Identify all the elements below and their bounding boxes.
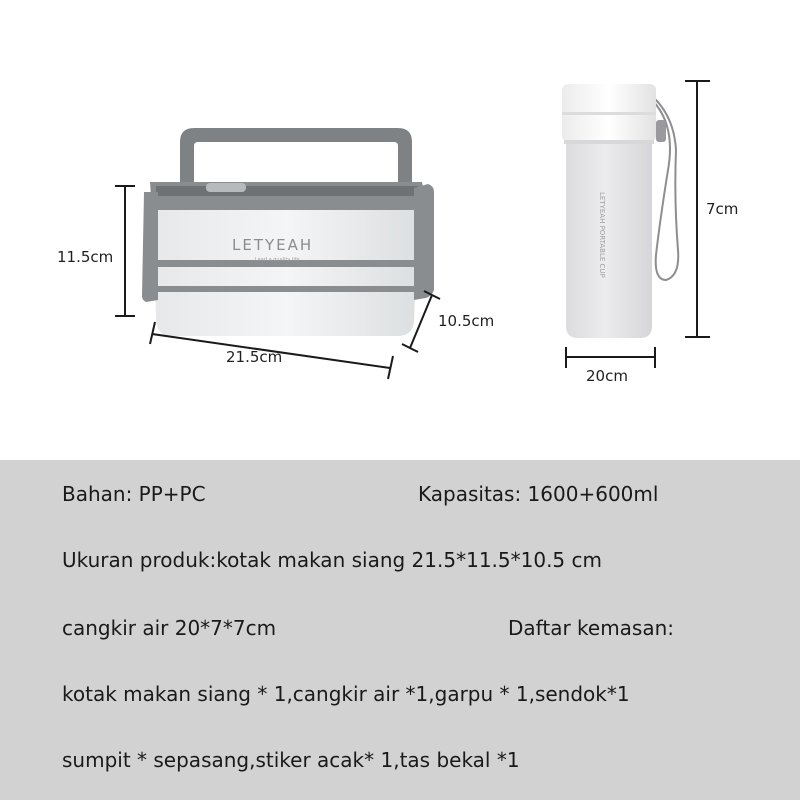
bottle-width-label: 20cm bbox=[586, 367, 628, 385]
bottle-height-label: 7cm bbox=[706, 200, 739, 218]
material-text: Bahan: PP+PC bbox=[62, 482, 206, 506]
bottle-strap-clip bbox=[656, 120, 666, 142]
package-list-line-1: kotak makan siang * 1,cangkir air *1,garpu * 1,sendok*1 bbox=[62, 682, 630, 706]
cup-size-text: cangkir air 20*7*7cm bbox=[62, 616, 277, 640]
lunchbox-left-clip bbox=[142, 192, 158, 302]
lunchbox-tagline-text: Lead a quality life bbox=[255, 257, 300, 263]
lunchbox-vent bbox=[206, 183, 246, 192]
lunchbox bbox=[142, 128, 434, 336]
specs-panel bbox=[0, 460, 800, 800]
capacity-text: Kapasitas: 1600+600ml bbox=[418, 482, 659, 506]
lunchbox-body bbox=[154, 210, 418, 336]
lunchbox-right-clip bbox=[414, 184, 434, 300]
bottle-print-text: LETYEAH PORTABLE CUP bbox=[598, 192, 606, 278]
lunchbox-width-label: 21.5cm bbox=[226, 348, 283, 366]
lunchbox-brand-text: LETYEAH bbox=[232, 236, 314, 254]
water-bottle bbox=[562, 84, 678, 338]
lunchbox-depth-label: 10.5cm bbox=[438, 312, 495, 330]
package-heading: Daftar kemasan: bbox=[508, 616, 675, 640]
bottle-body bbox=[566, 138, 652, 338]
lunchbox-size-text: Ukuran produk:kotak makan siang 21.5*11.5*10.5 cm bbox=[62, 548, 602, 572]
package-list-line-2: sumpit * sepasang,stiker acak* 1,tas bekal *1 bbox=[62, 748, 520, 772]
lunchbox-height-label: 11.5cm bbox=[57, 248, 114, 266]
